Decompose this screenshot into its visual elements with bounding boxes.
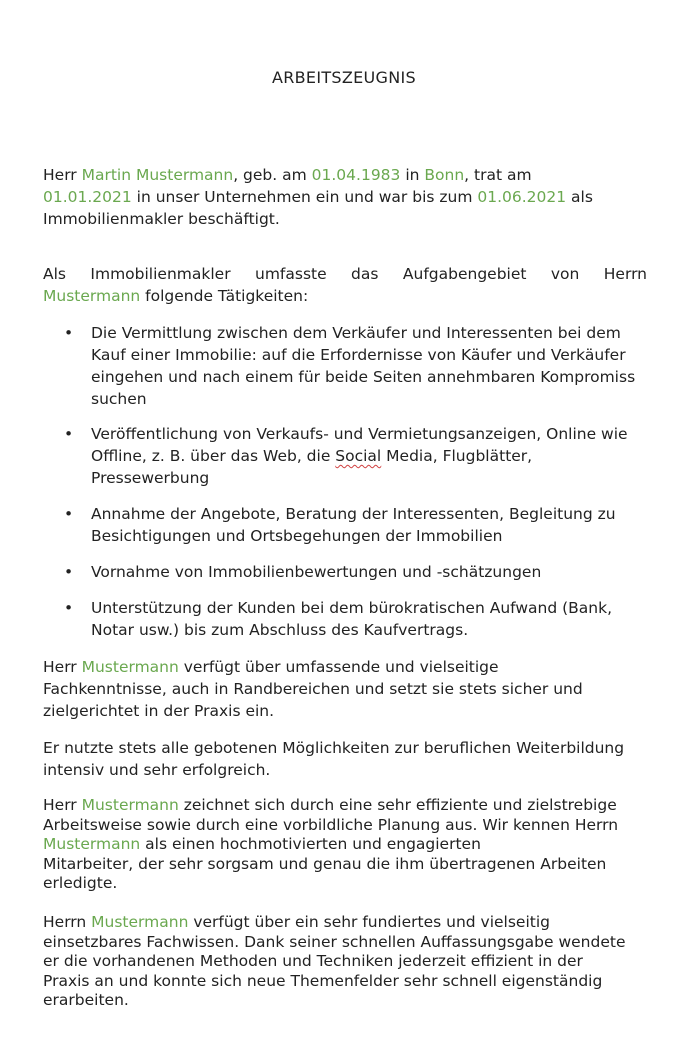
duties-intro-paragraph (43, 263, 647, 307)
intro-text: Immobilienmakler beschäftigt. (43, 210, 280, 228)
surname-highlight: Mustermann (81, 658, 179, 676)
paragraph-text: Praxis an und konnte sich neue Themenfelder sehr schnell eigenständig (43, 971, 603, 990)
duties-intro-line: Als Immobilienmakler umfasste das Aufgabengebiet von Herrn (43, 265, 647, 283)
paragraph-text: zeichnet sich durch eine sehr effiziente und zielstrebige (178, 796, 617, 814)
intro-text: in unser Unternehmen ein und war bis zum (131, 188, 478, 206)
work-paragraph (43, 796, 647, 894)
list-item-text: Veröffentlichung von Verkaufs- und Vermietungsanzeigen, Online wie Offline, z. B. über das Web, die (91, 425, 628, 465)
paragraph-text: verfügt über ein sehr fundiertes und vielseitig (188, 913, 550, 931)
surname-highlight: Mustermann (43, 287, 141, 305)
surname-highlight: Mustermann (91, 913, 189, 931)
list-item-text: Vornahme von Immobilienbewertungen und -schätzungen (91, 563, 542, 581)
list-item (43, 561, 647, 583)
document-title: ARBEITSZEUGNIS (271, 68, 417, 87)
surname-highlight: Mustermann (43, 835, 141, 853)
list-item-text: Unterstützung der Kunden bei dem bürokratischen Aufwand (Bank, Notar usw.) bis zum Abschluss des Kaufvertrags. (91, 599, 613, 639)
paragraph-text: er die vorhandenen Methoden und Techniken jederzeit effizient in der (43, 952, 583, 970)
paragraph-text: erledigte. (43, 874, 118, 892)
end-date: 01.06.2021 (477, 188, 567, 206)
birth-date: 01.04.1983 (311, 166, 401, 184)
list-item-text: Media, Flugblätter, Pressewerbung (91, 447, 533, 487)
list-item (43, 322, 647, 410)
employee-name: Martin Mustermann (81, 166, 234, 184)
intro-text: in (400, 166, 425, 184)
paragraph-text: Fachkenntnisse, auch in Randbereichen und setzt sie stets sicher und (43, 680, 583, 698)
paragraph-text: Herr (43, 796, 82, 814)
paragraph-text: Herrn (43, 913, 92, 931)
list-item-text: Annahme der Angebote, Beratung der Interessenten, Begleitung zu Besichtigungen und Ortsbegehungen der Immobilien (91, 505, 616, 545)
intro-text: , trat am (464, 166, 532, 184)
paragraph-text: einsetzbares Fachwissen. Dank seiner schnellen Auffassungsgabe wendete (43, 932, 626, 951)
birth-place: Bonn (424, 166, 465, 184)
paragraph-text: verfügt über umfassende und vielseitige (178, 658, 499, 676)
duties-intro-text: folgende Tätigkeiten: (140, 287, 309, 305)
intro-text: Herr (43, 166, 82, 184)
paragraph-text: zielgerichtet in der Praxis ein. (43, 702, 275, 720)
list-item (43, 597, 647, 641)
paragraph-text: Mitarbeiter, der sehr sorgsam und genau die ihm übertragenen Arbeiten (43, 854, 607, 873)
paragraph-text: Herr (43, 658, 82, 676)
start-date: 01.01.2021 (43, 188, 132, 206)
list-item (43, 503, 647, 547)
paragraph-text: intensiv und sehr erfolgreich. (43, 761, 271, 779)
paragraph-text: als einen hochmotivierten und engagierten (140, 835, 481, 853)
paragraph-text: erarbeiten. (43, 991, 129, 1009)
list-item (43, 423, 647, 489)
spellcheck-word: Social (335, 447, 382, 465)
training-paragraph (43, 737, 647, 781)
intro-text: , geb. am (233, 166, 312, 184)
intro-paragraph (43, 164, 647, 230)
expertise-paragraph (43, 913, 647, 1011)
surname-highlight: Mustermann (81, 796, 179, 814)
paragraph-text: Er nutzte stets alle gebotenen Möglichkeiten zur beruflichen Weiterbildung (43, 739, 625, 757)
intro-text: als (566, 188, 593, 206)
list-item-text: Die Vermittlung zwischen dem Verkäufer und Interessenten bei dem Kauf einer Immobilie: auf die Erfordernisse von Käufer und Verkäufer eingehen und nach einem für beide Seiten annehmbaren Kompromiss suchen (91, 324, 636, 408)
paragraph-text: Arbeitsweise sowie durch eine vorbildliche Planung aus. Wir kennen Herrn (43, 815, 619, 834)
duties-list (43, 322, 647, 641)
knowledge-paragraph (43, 656, 647, 722)
